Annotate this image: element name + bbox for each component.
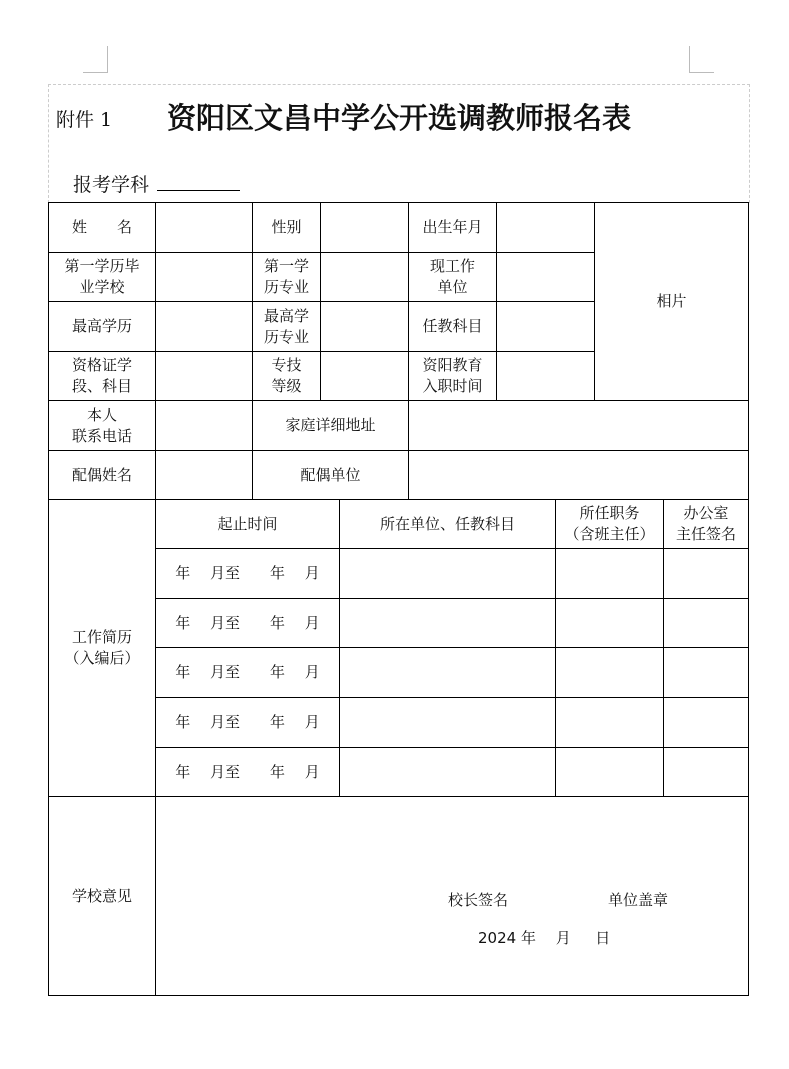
spouse-unit-field[interactable] xyxy=(408,450,749,500)
address-field[interactable] xyxy=(408,400,749,451)
gender-label: 性别 xyxy=(252,202,321,253)
highest-edu-major-label: 最高学 历专业 xyxy=(252,301,321,352)
office-sign-field[interactable] xyxy=(663,747,749,797)
phone-label: 本人 联系电话 xyxy=(48,400,156,451)
first-edu-major-field[interactable] xyxy=(320,252,409,302)
work-period-field[interactable]: 年 月至 年 月 xyxy=(155,747,340,797)
current-unit-label: 现工作 单位 xyxy=(408,252,497,302)
teaching-subject-label: 任教科目 xyxy=(408,301,497,352)
work-period-field[interactable]: 年 月至 年 月 xyxy=(155,548,340,599)
highest-edu-major-field[interactable] xyxy=(320,301,409,352)
work-unit-field[interactable] xyxy=(339,647,556,698)
address-label: 家庭详细地址 xyxy=(252,400,409,451)
tech-level-field[interactable] xyxy=(320,351,409,401)
current-unit-field[interactable] xyxy=(496,252,595,302)
tech-level-label: 专技 等级 xyxy=(252,351,321,401)
highest-edu-field[interactable] xyxy=(155,301,253,352)
office-sign-field[interactable] xyxy=(663,647,749,698)
birth-field[interactable] xyxy=(496,202,595,253)
first-edu-school-label: 第一学历毕 业学校 xyxy=(48,252,156,302)
work-position-field[interactable] xyxy=(555,647,664,698)
attachment-label: 附件 1 xyxy=(56,109,113,131)
office-sign-field[interactable] xyxy=(663,548,749,599)
work-unit-field[interactable] xyxy=(339,598,556,648)
work-position-field[interactable] xyxy=(555,598,664,648)
subject-label: 报考学科 xyxy=(73,174,150,196)
birth-label: 出生年月 xyxy=(408,202,497,253)
name-label: 姓 名 xyxy=(48,202,156,253)
unit-subject-header: 所在单位、任教科目 xyxy=(339,499,556,549)
photo-cell[interactable]: 相片 xyxy=(594,202,749,401)
period-header: 起止时间 xyxy=(155,499,340,549)
work-position-field[interactable] xyxy=(555,747,664,797)
work-unit-field[interactable] xyxy=(339,697,556,748)
spouse-unit-label: 配偶单位 xyxy=(252,450,409,500)
subject-field[interactable] xyxy=(157,176,240,191)
work-period-field[interactable]: 年 月至 年 月 xyxy=(155,697,340,748)
phone-field[interactable] xyxy=(155,400,253,451)
work-position-field[interactable] xyxy=(555,697,664,748)
work-position-field[interactable] xyxy=(555,548,664,599)
work-period-field[interactable]: 年 月至 年 月 xyxy=(155,598,340,648)
name-field[interactable] xyxy=(155,202,253,253)
position-header: 所任职务 （含班主任） xyxy=(555,499,664,549)
office-sign-field[interactable] xyxy=(663,598,749,648)
work-unit-field[interactable] xyxy=(339,747,556,797)
principal-signature-label: 校长签名 xyxy=(448,891,509,909)
work-unit-field[interactable] xyxy=(339,548,556,599)
page-title: 资阳区文昌中学公开选调教师报名表 xyxy=(167,101,632,135)
gender-field[interactable] xyxy=(320,202,409,253)
spouse-name-field[interactable] xyxy=(155,450,253,500)
join-time-label: 资阳教育 入职时间 xyxy=(408,351,497,401)
work-period-field[interactable]: 年 月至 年 月 xyxy=(155,647,340,698)
school-opinion-label: 学校意见 xyxy=(48,796,156,996)
cert-field[interactable] xyxy=(155,351,253,401)
first-edu-major-label: 第一学 历专业 xyxy=(252,252,321,302)
first-edu-school-field[interactable] xyxy=(155,252,253,302)
office-sign-field[interactable] xyxy=(663,697,749,748)
opinion-date: 2024 年 月 日 xyxy=(478,929,611,947)
margin-corner-mark xyxy=(83,46,108,73)
cert-label: 资格证学 段、科目 xyxy=(48,351,156,401)
teaching-subject-field[interactable] xyxy=(496,301,595,352)
office-sign-header: 办公室 主任签名 xyxy=(663,499,749,549)
margin-corner-mark xyxy=(689,46,714,73)
highest-edu-label: 最高学历 xyxy=(48,301,156,352)
work-history-label: 工作简历 （入编后） xyxy=(48,499,156,797)
spouse-name-label: 配偶姓名 xyxy=(48,450,156,500)
unit-seal-label: 单位盖章 xyxy=(608,891,669,909)
join-time-field[interactable] xyxy=(496,351,595,401)
